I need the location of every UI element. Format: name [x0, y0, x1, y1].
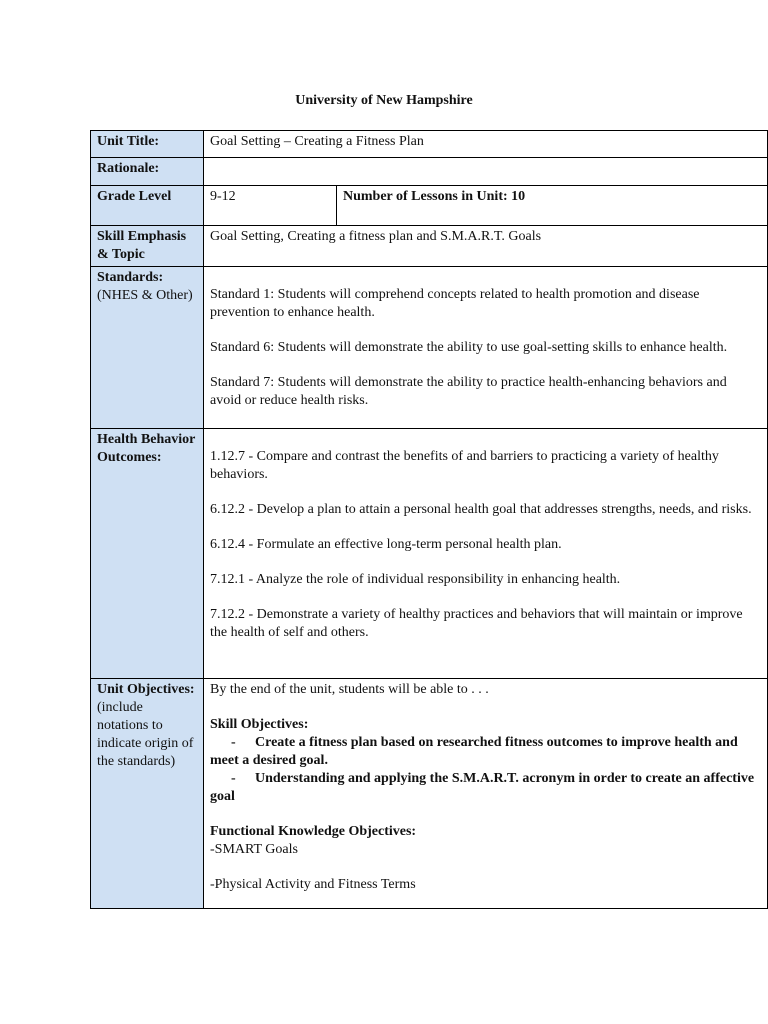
standard-item: Standard 6: Students will demonstrate the ability to use goal-setting skills to enhance health.: [210, 340, 728, 355]
skill-objective-item: - Create a fitness plan based on researched fitness outcomes to improve health and meet a desired goal.: [210, 735, 738, 768]
outcomes-row: [91, 429, 768, 679]
standards-content: [204, 267, 768, 429]
outcome-item: 7.12.2 - Demonstrate a variety of healthy practices and behaviors that will maintain or improve the health of self and others.: [210, 607, 743, 640]
skill-emphasis-label: Skill Emphasis & Topic: [91, 226, 204, 267]
outcome-item: 7.12.1 - Analyze the role of individual responsibility in enhancing health.: [210, 572, 621, 587]
outcomes-label: Health Behavior Outcomes:: [91, 429, 204, 679]
unit-plan-table: [90, 130, 768, 909]
objectives-content: [204, 679, 768, 909]
grade-level-row: [91, 186, 768, 226]
outcome-item: 1.12.7 - Compare and contrast the benefits of and barriers to practicing a variety of healthy behaviors.: [210, 449, 719, 482]
rationale-row: [91, 158, 768, 186]
document-title: University of New Hampshire: [295, 93, 473, 108]
outcome-item: 6.12.2 - Develop a plan to attain a personal health goal that addresses strengths, needs, and risks.: [210, 502, 752, 517]
grade-level-value: 9-12: [204, 186, 337, 226]
skill-objective-item: - Understanding and applying the S.M.A.R.T. acronym in order to create an affective goal: [210, 771, 755, 804]
outcomes-content: [204, 429, 768, 679]
standards-label-sub: (NHES & Other): [97, 288, 193, 303]
standard-item: Standard 1: Students will comprehend concepts related to health promotion and disease prevention to enhance health.: [210, 287, 700, 320]
objectives-row: [91, 679, 768, 909]
skill-emphasis-value: Goal Setting, Creating a fitness plan and S.M.A.R.T. Goals: [204, 226, 768, 267]
standards-row: [91, 267, 768, 429]
unit-title-value: Goal Setting – Creating a Fitness Plan: [204, 131, 768, 158]
skill-objectives-heading: Skill Objectives:: [210, 717, 309, 732]
objectives-intro: By the end of the unit, students will be able to . . .: [210, 682, 489, 697]
objectives-label-sub: (include notations to indicate origin of the standards): [97, 700, 194, 769]
fk-objective-item: -Physical Activity and Fitness Terms: [210, 877, 416, 892]
objectives-label: [91, 679, 204, 909]
unit-title-row: [91, 131, 768, 158]
fk-objectives-heading: Functional Knowledge Objectives:: [210, 824, 417, 839]
objectives-label-title: Unit Objectives:: [97, 682, 195, 697]
standards-label-title: Standards:: [97, 270, 164, 285]
lessons-count: Number of Lessons in Unit: 10: [337, 186, 768, 226]
outcome-item: 6.12.4 - Formulate an effective long-term personal health plan.: [210, 537, 562, 552]
rationale-value: [204, 158, 768, 186]
standard-item: Standard 7: Students will demonstrate the ability to practice health-enhancing behaviors and avoid or reduce health risks.: [210, 375, 727, 408]
unit-title-label: Unit Title:: [91, 131, 204, 158]
skill-emphasis-row: [91, 226, 768, 267]
grade-level-label: Grade Level: [91, 186, 204, 226]
fk-objective-item: -SMART Goals: [210, 842, 298, 857]
standards-label: [91, 267, 204, 429]
rationale-label: Rationale:: [91, 158, 204, 186]
